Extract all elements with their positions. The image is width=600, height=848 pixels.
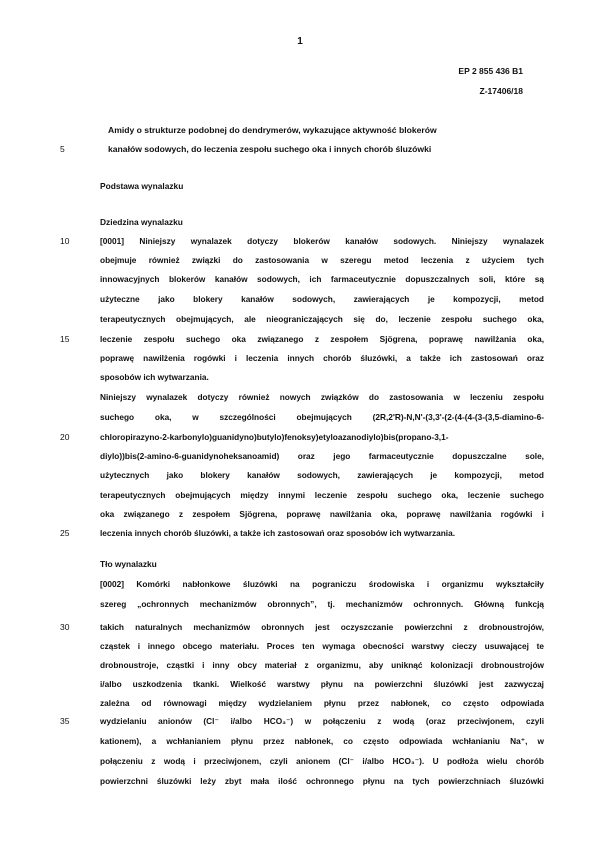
heading-basis: Podstawa wynalazku bbox=[100, 181, 184, 191]
reference-number: Z-17406/18 bbox=[479, 86, 523, 96]
body-line: diylo))bis(2-amino-6-guanidynoheksanoamid) oraz jego farmaceutycznie dopuszczalne sole, bbox=[100, 451, 544, 461]
title-line-2: kanałów sodowych, do leczenia zespołu suchego oka i innych chorób śluzówki bbox=[108, 144, 432, 154]
body-line: poprawę nawilżenia rogówki i leczenia innych chorób śluzówki, a także ich zastosowań oraz bbox=[100, 353, 544, 363]
body-line: drobnoustroje, cząstki i inny obcy materiał z organizmu, aby uniknąć kolonizacji drobnoustrojów bbox=[100, 660, 544, 670]
body-line: cząstek i innego obcego materiału. Proces ten wymaga obecności warstwy cieczy usuwającej te bbox=[100, 641, 544, 651]
line-number: 35 bbox=[60, 716, 70, 726]
body-line: i/albo uszkodzenia tkanki. Wielkość warstwy płynu na powierzchni śluzówki jest zazwyczaj bbox=[100, 679, 544, 689]
body-line: sposobów ich wytwarzania. bbox=[100, 372, 209, 382]
body-line: obejmuje również związki do zastosowania w szeregu metod leczenia z użyciem tych bbox=[100, 255, 544, 265]
body-line: chloropirazyno-2-karbonylo)guanidyno)butylo)fenoksy)etyloazanodiylo)bis(propano-3,1- bbox=[100, 432, 449, 442]
line-number: 25 bbox=[60, 528, 70, 538]
body-line: kationem), a wchłanianiem płynu przez nabłonek, co często odpowiada wchłanianiu Na⁺, w bbox=[100, 736, 544, 746]
body-line: terapeutycznych obejmujących między innymi leczenie zespołu suchego oka, leczenie suchego bbox=[100, 490, 544, 500]
body-line: leczenia innych chorób śluzówki, a także ich zastosowań oraz sposobów ich wytwarzania. bbox=[100, 528, 456, 538]
body-line: [0002] Komórki nabłonkowe śluzówki na pograniczu środowiska i organizmu wykształciły bbox=[100, 579, 544, 589]
body-line: zależna od równowagi między wydzielaniem płynu przez nabłonek, co często odpowiada bbox=[100, 698, 544, 708]
line-number: 5 bbox=[60, 144, 65, 154]
line-number: 30 bbox=[60, 622, 70, 632]
line-number: 10 bbox=[60, 236, 70, 246]
body-line: użyteczne jako blokery kanałów sodowych, zawierających je kompozycji, metod bbox=[100, 294, 544, 304]
body-line: suchego oka, w szczególności obejmujących (2R,2'R)-N,N'-(3,3'-(2-(4-(4-(3-(3,5-diamino-6- bbox=[100, 412, 544, 422]
heading-field: Dziedzina wynalazku bbox=[100, 217, 183, 227]
body-line: połączeniu z wodą i przeciwjonem, czyli anionem (Cl⁻ i/albo HCO₃⁻). U podłoża wielu chorób bbox=[100, 756, 544, 766]
body-line: wydzielaniu anionów (Cl⁻ i/albo HCO₃⁻) w połączeniu z wodą (oraz przeciwjonem, czyli bbox=[100, 716, 544, 726]
line-number: 15 bbox=[60, 334, 70, 344]
page-number: 1 bbox=[297, 36, 303, 47]
body-line: Niniejszy wynalazek dotyczy również nowych związków do zastosowania w leczeniu zespołu bbox=[100, 392, 544, 402]
body-line: [0001] Niniejszy wynalazek dotyczy blokerów kanałów sodowych. Niniejszy wynalazek bbox=[100, 236, 544, 246]
body-line: terapeutycznych obejmujących, ale nieograniczających się do, leczenie zespołu suchego oka, bbox=[100, 314, 544, 324]
body-line: oka związanego z zespołem Sjögrena, poprawę nawilżania oka, poprawę nawilżania rogówki i bbox=[100, 509, 544, 519]
patent-number: EP 2 855 436 B1 bbox=[458, 66, 523, 76]
body-line: leczenie zespołu suchego oka związanego z zespołem Sjögrena, poprawę nawilżania oka, bbox=[100, 334, 544, 344]
heading-background: Tło wynalazku bbox=[100, 559, 157, 569]
body-line: takich naturalnych mechanizmów obronnych jest oczyszczanie powierzchni z drobnoustrojów, bbox=[100, 622, 544, 632]
body-line: użytecznych jako blokery kanałów sodowych, zawierających je kompozycji, metod bbox=[100, 470, 544, 480]
body-line: szereg „ochronnych mechanizmów obronnych”, tj. mechanizmów ochronnych. Główną funkcją bbox=[100, 599, 544, 609]
body-line: innowacyjnych blokerów kanałów sodowych, ich farmaceutycznie dopuszczalnych soli, które są bbox=[100, 274, 544, 284]
title-line-1: Amidy o strukturze podobnej do dendrymerów, wykazujące aktywność blokerów bbox=[108, 125, 437, 135]
line-number: 20 bbox=[60, 432, 70, 442]
body-line: powierzchni śluzówki leży zbyt mała ilość ochronnego płynu na tych powierzchniach śluzówki bbox=[100, 776, 544, 786]
